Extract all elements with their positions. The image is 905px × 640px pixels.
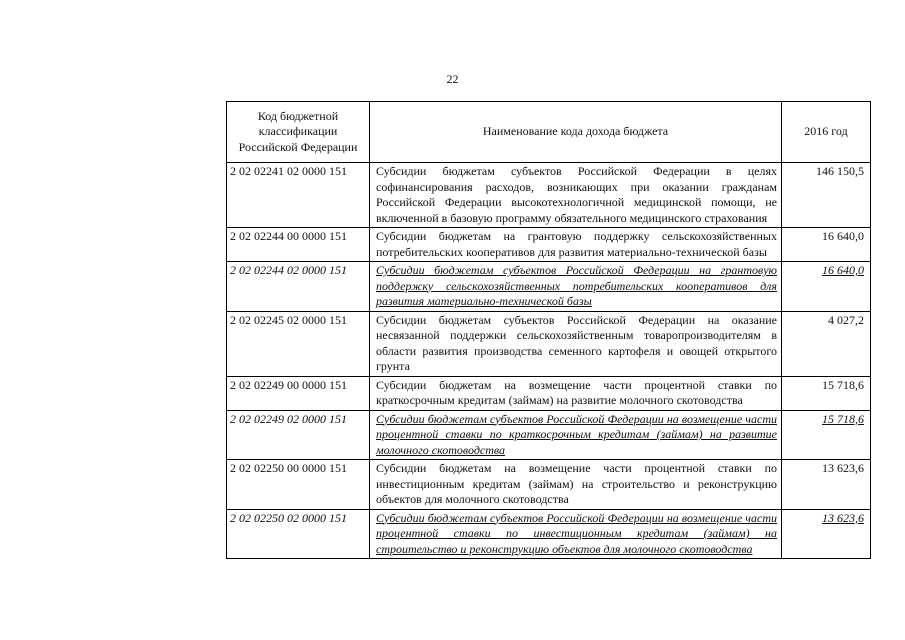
row-name-text: Субсидии бюджетам субъектов Российской Федерации на возмещение части процентной ставки по инвестиционным кредитам (займам) на строительство и реконструкцию объектов для молочного скотоводства <box>376 510 777 556</box>
row-code: 2 02 02250 02 0000 151 <box>227 509 370 559</box>
row-name <box>370 460 782 510</box>
table-header-row <box>227 102 871 163</box>
row-name <box>370 410 782 460</box>
row-name <box>370 311 782 376</box>
row-amount-text: 15 718,6 <box>822 377 864 392</box>
row-code: 2 02 02244 02 0000 151 <box>227 262 370 312</box>
header-code: Код бюджетной классификации Российской Федерации <box>227 102 370 163</box>
row-amount <box>782 311 871 376</box>
row-name-text: Субсидии бюджетам субъектов Российской Федерации на возмещение части процентной ставки по краткосрочным кредитам (займам) на развитие молочного скотоводства <box>376 411 777 457</box>
table-row <box>227 228 871 262</box>
table-row <box>227 410 871 460</box>
row-name-text: Субсидии бюджетам субъектов Российской Федерации на грантовую поддержку сельскохозяйственных потребительских кооперативов для развития материально-технической базы <box>376 263 777 308</box>
row-code: 2 02 02249 00 0000 151 <box>227 376 370 410</box>
row-amount-text: 4 027,2 <box>828 312 864 327</box>
row-name <box>370 509 782 559</box>
row-name <box>370 262 782 312</box>
row-name-text: Субсидии бюджетам на возмещение части процентной ставки по краткосрочным кредитам (займам) на развитие молочного скотоводства <box>376 377 777 407</box>
table-row <box>227 163 871 228</box>
row-amount-text: 16 640,0 <box>822 229 864 243</box>
row-amount-text: 146 150,5 <box>816 164 864 178</box>
row-code: 2 02 02241 02 0000 151 <box>227 163 370 228</box>
row-amount <box>782 410 871 460</box>
row-amount <box>782 376 871 410</box>
row-amount <box>782 460 871 510</box>
row-code: 2 02 02249 02 0000 151 <box>227 410 370 460</box>
table-row <box>227 460 871 510</box>
row-amount-text: 15 718,6 <box>822 411 864 426</box>
header-name: Наименование кода дохода бюджета <box>370 102 782 163</box>
row-amount <box>782 228 871 262</box>
row-amount <box>782 262 871 312</box>
row-name-text: Субсидии бюджетам субъектов Российской Федерации в целях софинансирования расходов, возникающих при оказании гражданам Российской Федерации высокотехнологичной медицинской помощи, не включенной в базовую программу обязательного медицинского страхования <box>376 164 777 225</box>
row-name <box>370 228 782 262</box>
row-name <box>370 163 782 228</box>
row-amount-text: 16 640,0 <box>822 263 864 277</box>
table-row <box>227 376 871 410</box>
row-amount <box>782 163 871 228</box>
header-year: 2016 год <box>782 102 871 163</box>
table-row <box>227 311 871 376</box>
page-number: 22 <box>446 72 459 86</box>
row-code: 2 02 02250 00 0000 151 <box>227 460 370 510</box>
row-name-text: Субсидии бюджетам на возмещение части процентной ставки по инвестиционным кредитам (займам) на строительство и реконструкцию объектов для молочного скотоводства <box>376 461 777 506</box>
table-row <box>227 262 871 312</box>
row-amount-text: 13 623,6 <box>822 461 864 475</box>
row-amount <box>782 509 871 559</box>
row-name <box>370 376 782 410</box>
budget-income-table <box>226 101 871 559</box>
row-name-text: Субсидии бюджетам субъектов Российской Федерации на оказание несвязанной поддержки сельскохозяйственным товаропроизводителям в области развития производства семенного картофеля и овощей открытого грунта <box>376 312 777 373</box>
table-row <box>227 509 871 559</box>
row-amount-text: 13 623,6 <box>822 510 864 525</box>
row-name-text: Субсидии бюджетам на грантовую поддержку сельскохозяйственных потребительских кооперативов для развития материально-технической базы <box>376 229 777 259</box>
row-code: 2 02 02244 00 0000 151 <box>227 228 370 262</box>
row-code: 2 02 02245 02 0000 151 <box>227 311 370 376</box>
